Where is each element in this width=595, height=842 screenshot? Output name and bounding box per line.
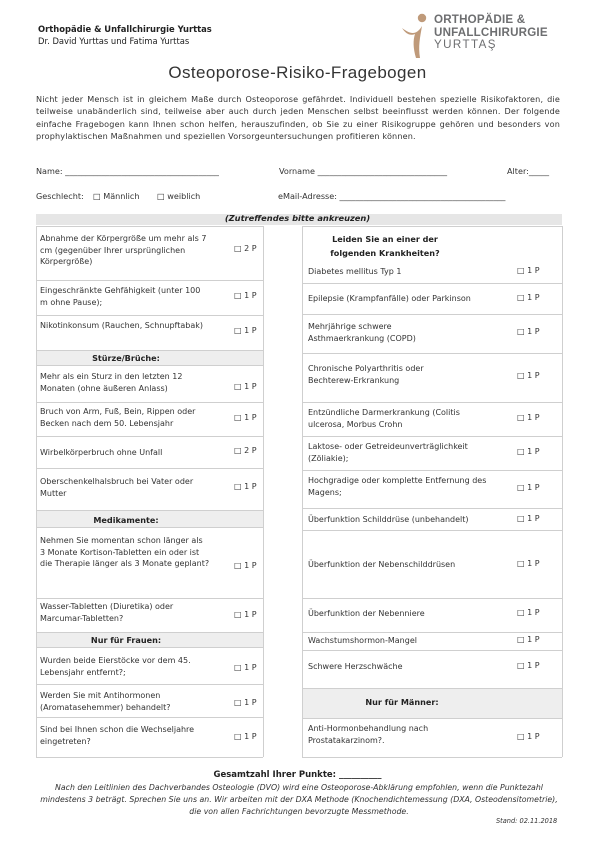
email-field[interactable]: eMail-Adresse: _________________________________________: [278, 191, 506, 201]
checkbox-antihormone[interactable]: □ 1 P: [234, 698, 257, 707]
question-groessenabnahme: Abnahme der Körpergröße um mehr als 7 cm (gegenüber Ihrer ursprünglichen Körpergröße): [40, 234, 207, 267]
grid-line: [302, 508, 562, 509]
checkbox-diuretika[interactable]: □ 1 P: [234, 610, 257, 619]
grid-line: [302, 530, 562, 531]
grid-line: [562, 226, 563, 757]
grid-line: [302, 226, 562, 227]
maennlich-checkbox[interactable]: □ Männlich: [93, 191, 140, 201]
checkbox-bruch[interactable]: □ 1 P: [234, 413, 257, 422]
disease-asthma: Mehrjährige schwere Asthmaerkrankung (COPD): [308, 322, 416, 343]
grid-line: [302, 470, 562, 471]
checkbox-laktose[interactable]: □ 1 P: [517, 447, 540, 456]
section-stuerze-heading: Stürze/Brüche:: [92, 353, 160, 363]
disease-nebenschilddruesen: Überfunktion der Nebenschilddrüsen: [308, 560, 456, 569]
alter-field[interactable]: Alter:_____: [507, 166, 550, 176]
grid-line: [302, 436, 562, 437]
grid-line: [36, 280, 263, 281]
disease-schilddruese: Überfunktion Schilddrüse (unbehandelt): [308, 515, 469, 524]
grid-line: [36, 527, 263, 528]
question-eierstoecke: Wurden beide Eierstöcke vor dem 45. Lebensjahr entfernt?;: [40, 656, 191, 677]
question-sturz: Mehr als ein Sturz in den letzten 12 Monaten (ohne äußeren Anlass): [40, 372, 183, 393]
checkbox-antihormonbehandlung[interactable]: □ 1 P: [517, 732, 540, 741]
section-medikamente-heading: Medikamente:: [93, 515, 159, 525]
grid-line: [36, 315, 263, 316]
instruction-text: (Zutreffendes bitte ankreuzen): [224, 213, 371, 223]
question-wechseljahre: Sind bei Ihnen schon die Wechseljahre eingetreten?: [40, 725, 195, 746]
grid-line: [302, 757, 562, 758]
checkbox-gehfaehigkeit[interactable]: □ 1 P: [234, 291, 257, 300]
name-field[interactable]: Name: ______________________________________: [36, 166, 219, 176]
logo-line-3: YURTTAŞ: [434, 38, 497, 51]
grid-line: [36, 717, 263, 718]
disease-magen: Hochgradige oder komplette Entfernung des Magens;: [308, 476, 487, 497]
grid-line: [302, 314, 562, 315]
checkbox-asthma[interactable]: □ 1 P: [517, 327, 540, 336]
grid-line: [302, 688, 562, 689]
grid-line: [302, 718, 562, 719]
disease-herzschwaeche: Schwere Herzschwäche: [308, 662, 403, 671]
grid-line: [36, 647, 263, 648]
grid-line: [302, 226, 303, 757]
question-kortison: Nehmen Sie momentan schon länger als 3 Monate Kortison-Tabletten ein oder ist die Therapie länger als 3 Monate geplant?: [40, 536, 210, 569]
question-antihormone: Werden Sie mit Antihormonen (Aromatasehemmer) behandelt?: [40, 691, 171, 712]
grid-line: [36, 350, 263, 351]
practice-logo: [398, 12, 568, 62]
grid-line: [36, 402, 263, 403]
grid-line: [36, 226, 37, 757]
checkbox-nebenschilddruesen[interactable]: □ 1 P: [517, 559, 540, 568]
question-diuretika: Wasser-Tabletten (Diuretika) oder Marcumar-Tabletten?: [40, 602, 174, 623]
checkbox-wachstumshormon[interactable]: □ 1 P: [517, 635, 540, 644]
grid-line: [36, 632, 263, 633]
grid-line: [36, 468, 263, 469]
logo-wordmark: [434, 14, 548, 52]
checkbox-kortison[interactable]: □ 1 P: [234, 561, 257, 570]
grid-line: [302, 650, 562, 651]
grid-line: [36, 757, 263, 758]
grid-line: [302, 632, 562, 633]
section-maenner-heading: Nur für Männer:: [365, 697, 439, 707]
checkbox-nikotin[interactable]: □ 1 P: [234, 326, 257, 335]
weiblich-checkbox[interactable]: □ weiblich: [157, 191, 201, 201]
question-oberschenkelhalsbruch: Oberschenkelhalsbruch bei Vater oder Mutter: [40, 477, 194, 498]
checkbox-epilepsie[interactable]: □ 1 P: [517, 293, 540, 302]
grid-line: [263, 226, 264, 757]
disease-laktose: Laktose- oder Getreideunverträglichkeit (Zöliakie);: [308, 442, 468, 463]
logo-line-2: UNFALLCHIRURGIE: [434, 25, 548, 39]
total-points-field[interactable]: Gesamtzahl Ihrer Punkte: __________: [213, 770, 382, 780]
checkbox-wirbelkoerperbruch[interactable]: □ 2 P: [234, 446, 257, 455]
checkbox-eierstoecke[interactable]: □ 1 P: [234, 663, 257, 672]
practice-header: [38, 23, 212, 47]
grid-line: [36, 510, 263, 511]
question-antihormonbehandlung: Anti-Hormonbehandlung nach Prostatakarzinom?.: [308, 724, 429, 745]
geschlecht-label: Geschlecht:: [36, 191, 84, 201]
disease-nebenniere: Überfunktion der Nebenniere: [308, 609, 425, 618]
diseases-heading: Leiden Sie an einer der folgenden Krankheiten?: [330, 234, 440, 258]
grid-line: [36, 598, 263, 599]
disease-wachstumshormon: Wachstumshormon-Mangel: [308, 636, 417, 645]
practice-name: Orthopädie & Unfallchirurgie Yurttas: [38, 24, 212, 34]
intro-paragraph: Nicht jeder Mensch ist in gleichem Maße durch Osteoporose gefährdet. Individuell bestehen spezielle Risikofaktoren, die teilweise unabänderlich sind, teilweise aber auch durch jeden Menschen selbst beeinflusst werden können. Der folgende einfache Fragebogen kann Ihnen schon helfen, herauszufinden, ob Sie zu einer Risikogruppe gehören und besonders von prophylaktischen Maßnahmen und speziellen Vorsorgeuntersuchungen profitieren können.: [36, 94, 560, 141]
grid-line: [36, 365, 263, 366]
checkbox-oberschenkelhalsbruch[interactable]: □ 1 P: [234, 482, 257, 491]
grid-line: [36, 226, 263, 227]
question-bruch: Bruch von Arm, Fuß, Bein, Rippen oder Becken nach dem 50. Lebensjahr: [40, 407, 196, 428]
disease-diabetes: Diabetes mellitus Typ 1: [308, 267, 402, 276]
section-frauen-heading: Nur für Frauen:: [90, 635, 162, 645]
disease-polyarthritis: Chronische Polyarthritis oder Bechterew-Erkrankung: [308, 364, 424, 385]
grid-line: [36, 436, 263, 437]
document-date: Stand: 02.11.2018: [496, 817, 558, 825]
vorname-field[interactable]: Vorname ________________________________: [279, 166, 448, 176]
logo-figure-icon: [398, 12, 434, 62]
checkbox-sturz[interactable]: □ 1 P: [234, 382, 257, 391]
checkbox-polyarthritis[interactable]: □ 1 P: [517, 371, 540, 380]
question-wirbelkoerperbruch: Wirbelkörperbruch ohne Unfall: [40, 448, 163, 457]
grid-line: [36, 684, 263, 685]
grid-line: [302, 598, 562, 599]
checkbox-nebenniere[interactable]: □ 1 P: [517, 608, 540, 617]
doctor-names: Dr. David Yurttas und Fatima Yurttas: [38, 36, 190, 46]
disease-darmerkrankung: Entzündliche Darmerkrankung (Colitis ulcerosa, Morbus Crohn: [308, 408, 460, 429]
page-title: Osteoporose-Risiko-Fragebogen: [168, 63, 427, 82]
checkbox-magen[interactable]: □ 1 P: [517, 483, 540, 492]
footer-note: Nach den Leitlinien des Dachverbandes Osteologie (DVO) wird eine Osteoporose-Abklärung empfohlen, wenn die Punktezahl mindestens 3 beträgt. Sprechen Sie uns an. Wir arbeiten mit der DXA Methode (Knochendichtemessung (DXA, Osteodensitometrie), die von allen Fachrichtungen bevorzugte Messmethode.: [40, 783, 558, 816]
checkbox-groessenabnahme[interactable]: □ 2 P: [234, 244, 257, 253]
checkbox-wechseljahre[interactable]: □ 1 P: [234, 732, 257, 741]
disease-epilepsie: Epilepsie (Krampfanfälle) oder Parkinson: [308, 294, 471, 303]
grid-line: [302, 353, 562, 354]
checkbox-darmerkrankung[interactable]: □ 1 P: [517, 413, 540, 422]
logo-line-1: ORTHOPÄDIE &: [434, 13, 526, 26]
checkbox-diabetes[interactable]: □ 1 P: [517, 266, 540, 275]
grid-line: [302, 283, 562, 284]
question-gehfaehigkeit: Eingeschränkte Gehfähigkeit (unter 100 m ohne Pause);: [40, 286, 201, 307]
checkbox-herzschwaeche[interactable]: □ 1 P: [517, 661, 540, 670]
question-nikotin: Nikotinkonsum (Rauchen, Schnupftabak): [40, 321, 204, 330]
checkbox-schilddruese[interactable]: □ 1 P: [517, 514, 540, 523]
grid-line: [302, 402, 562, 403]
